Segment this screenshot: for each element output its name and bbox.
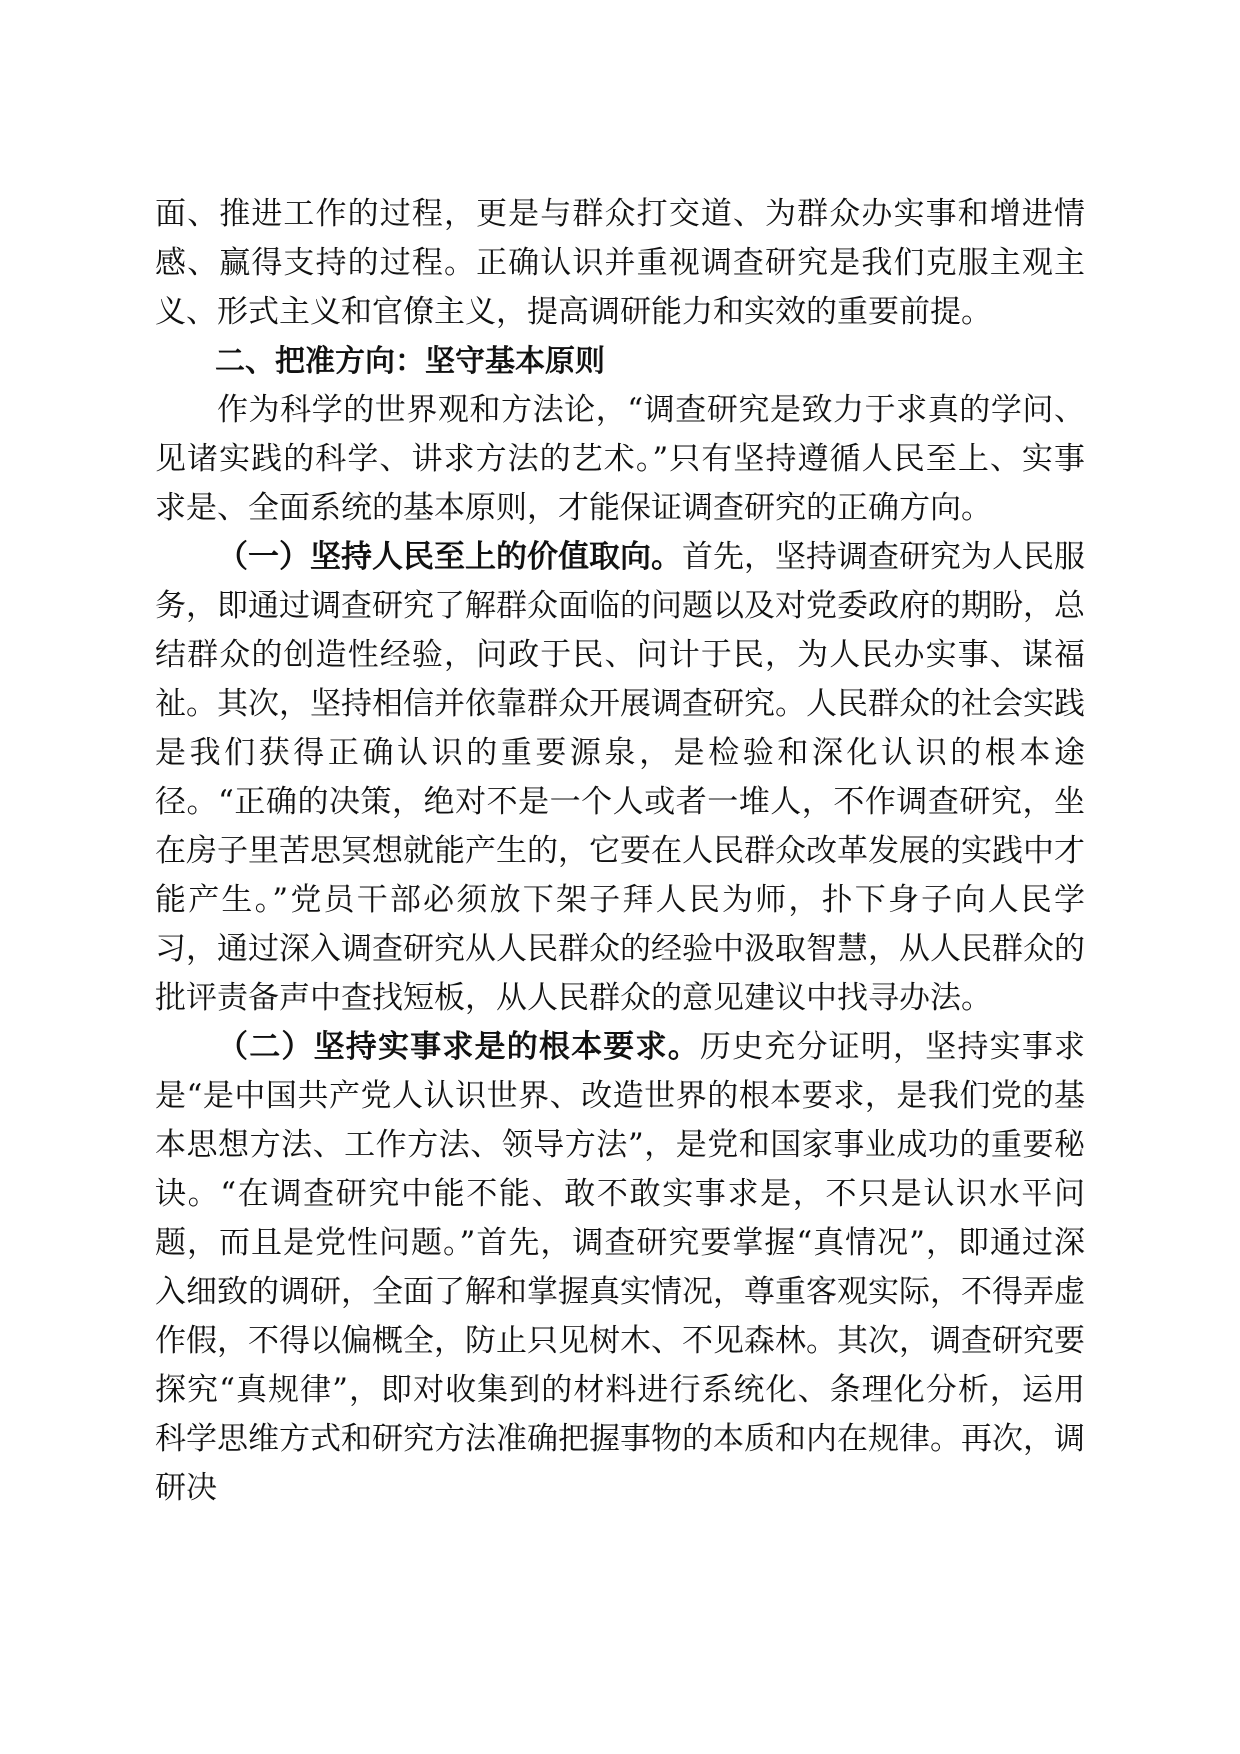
paragraph-subsection-2 bbox=[155, 1023, 1085, 1513]
document-body bbox=[155, 190, 1085, 1513]
paragraph-text: 作为科学的世界观和方法论，“调查研究是致力于求真的学问、见诸实践的科学、讲求方法的艺术。”只有坚持遵循人民至上、实事求是、全面系统的基本原则，才能保证调查研究的正确方向。 bbox=[155, 392, 1085, 526]
section-heading bbox=[155, 337, 1085, 386]
paragraph-continuation bbox=[155, 190, 1085, 337]
paragraph-text: 面、推进工作的过程，更是与群众打交道、为群众办实事和增进情感、赢得支持的过程。正确认识并重视调查研究是我们克服主观主义、形式主义和官僚主义，提高调研能力和实效的重要前提。 bbox=[155, 196, 1085, 330]
paragraph-intro bbox=[155, 386, 1085, 533]
paragraph-text: 历史充分证明，坚持实事求是“是中国共产党人认识世界、改造世界的根本要求，是我们党的基本思想方法、工作方法、领导方法”，是党和国家事业成功的重要秘诀。“在调查研究中能不能、敢不敢实事求是，不只是认识水平问题，而且是党性问题。”首先，调查研究要掌握“真情况”，即通过深入细致的调研，全面了解和掌握真实情况，尊重客观实际，不得弄虚作假，不得以偏概全，防止只见树木、不见森林。其次，调查研究要探究“真规律”，即对收集到的材料进行系统化、条理化分析，运用科学思维方式和研究方法准确把握事物的本质和内在规律。再次，调研决 bbox=[155, 1029, 1086, 1506]
paragraph-text: 首先，坚持调查研究为人民服务，即通过调查研究了解群众面临的问题以及对党委政府的期盼，总结群众的创造性经验，问政于民、问计于民，为人民办实事、谋福祉。其次，坚持相信并依靠群众开展调查研究。人民群众的社会实践是我们获得正确认识的重要源泉，是检验和深化认识的根本途径。“正确的决策，绝对不是一个人或者一堆人，不作调查研究，坐在房子里苦思冥想就能产生的，它要在人民群众改革发展的实践中才能产生。”党员干部必须放下架子拜人民为师，扑下身子向人民学习，通过深入调查研究从人民群众的经验中汲取智慧，从人民群众的批评责备声中查找短板，从人民群众的意见建议中找寻办法。 bbox=[155, 539, 1085, 1016]
subsection-lead: （一）坚持人民至上的价值取向。 bbox=[217, 539, 682, 575]
subsection-lead: （二）坚持实事求是的根本要求。 bbox=[217, 1029, 700, 1065]
heading-text: 二、把准方向：坚守基本原则 bbox=[215, 344, 605, 379]
paragraph-subsection-1 bbox=[155, 533, 1085, 1023]
